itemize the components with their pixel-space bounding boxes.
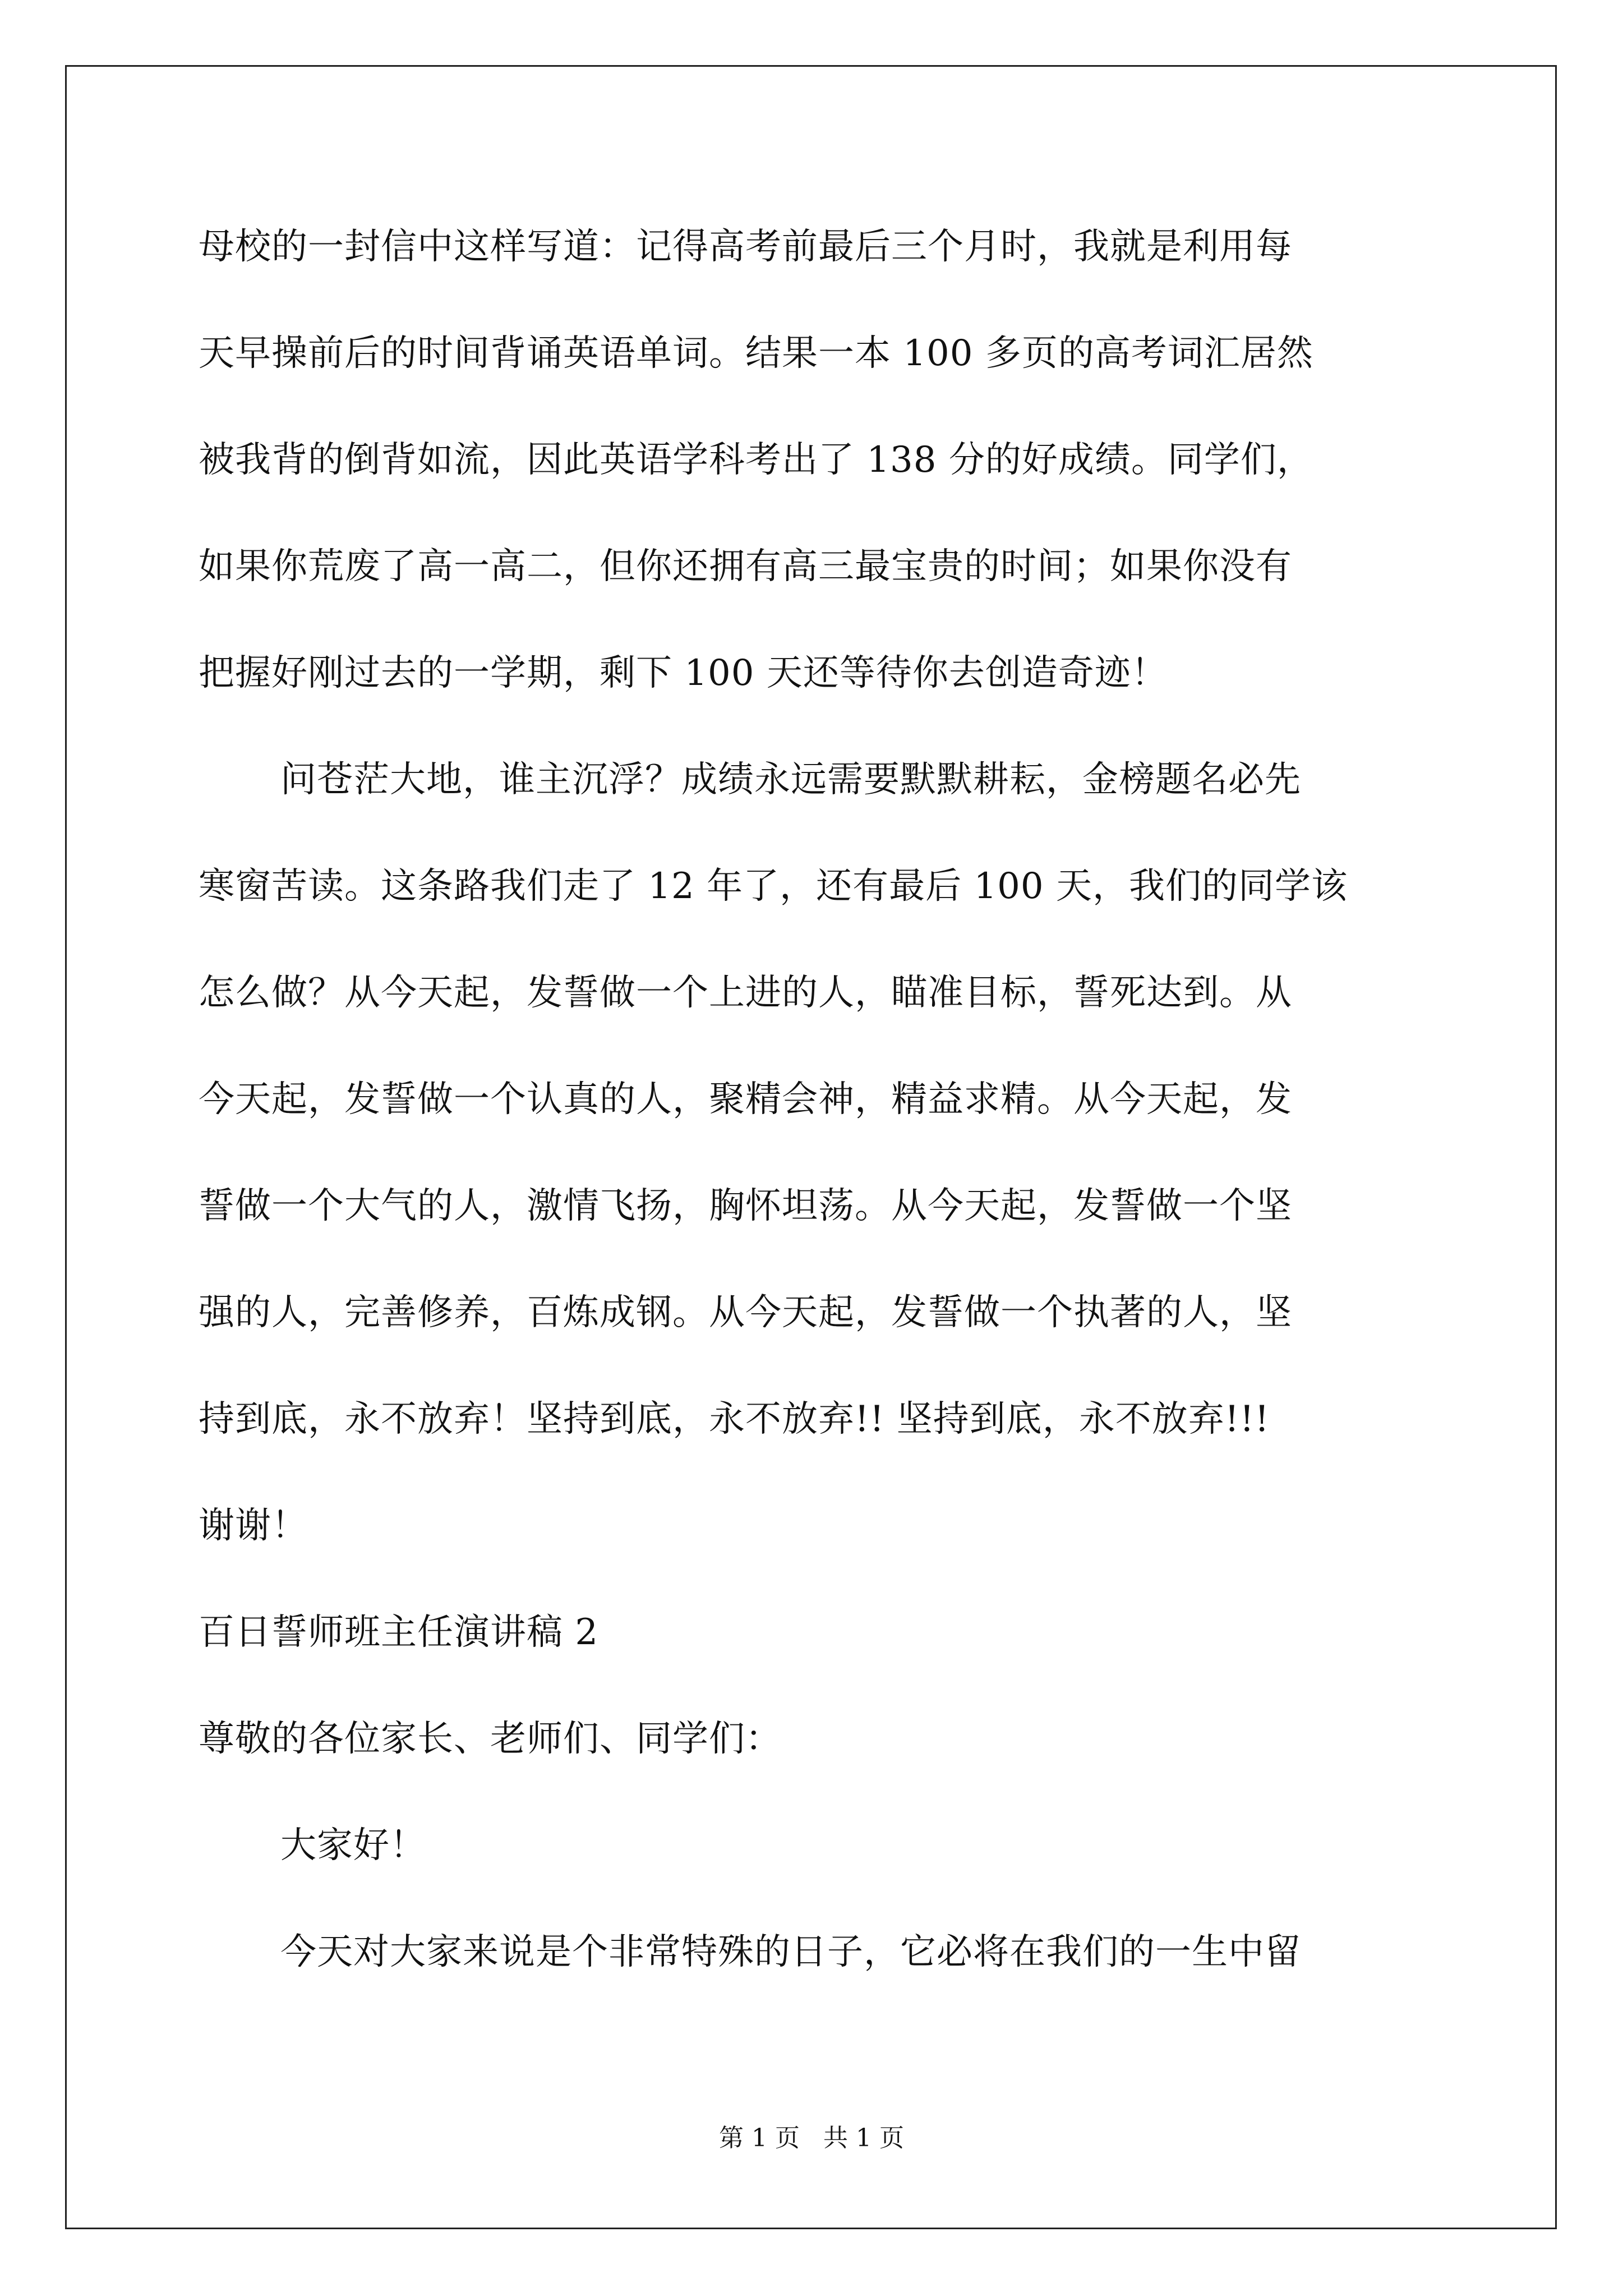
greeting: 大家好！ [280,1825,426,1866]
text-line-1: 母校的一封信中这样写道：记得高考前最后三个月时，我就是利用每 [199,226,1292,268]
text-line-4: 如果你荒废了高一高二，但你还拥有高三最宝贵的时间；如果你没有 [199,546,1292,587]
text-line-10: 誓做一个大气的人，激情飞扬，胸怀坦荡。从今天起，发誓做一个坚 [199,1185,1292,1227]
page-border [65,65,1557,2229]
text-line-5: 把握好刚过去的一学期，剩下 100 天还等待你去创造奇迹！ [199,652,1168,694]
text-line-9: 今天起，发誓做一个认真的人，聚精会神，精益求精。从今天起，发 [199,1079,1292,1120]
text-line-11: 强的人，完善修养，百炼成钢。从今天起，发誓做一个执著的人，坚 [199,1292,1292,1333]
text-line-6: 问苍茫大地，谁主沉浮？成绩永远需要默默耕耘，金榜题名必先 [280,759,1301,800]
text-line-8: 怎么做？从今天起，发誓做一个上进的人，瞄准目标，誓死达到。从 [199,972,1292,1014]
section-heading: 百日誓师班主任演讲稿 2 [199,1612,599,1653]
text-line-13: 谢谢！ [199,1505,308,1547]
text-line-2: 天早操前后的时间背诵英语单词。结果一本 100 多页的高考词汇居然 [199,333,1313,374]
text-line-3: 被我背的倒背如流，因此英语学科考出了 138 分的好成绩。同学们， [199,439,1313,481]
salutation: 尊敬的各位家长、老师们、同学们： [199,1718,782,1760]
text-line-12: 持到底，永不放弃！坚持到底，永不放弃!! 坚持到底，永不放弃!!! [199,1398,1270,1440]
text-line-17: 今天对大家来说是个非常特殊的日子，它必将在我们的一生中留 [280,1931,1301,1973]
page-footer: 第 1 页 共 1 页 [719,2124,904,2152]
text-line-7: 寒窗苦读。这条路我们走了 12 年了，还有最后 100 天，我们的同学该 [199,866,1348,907]
